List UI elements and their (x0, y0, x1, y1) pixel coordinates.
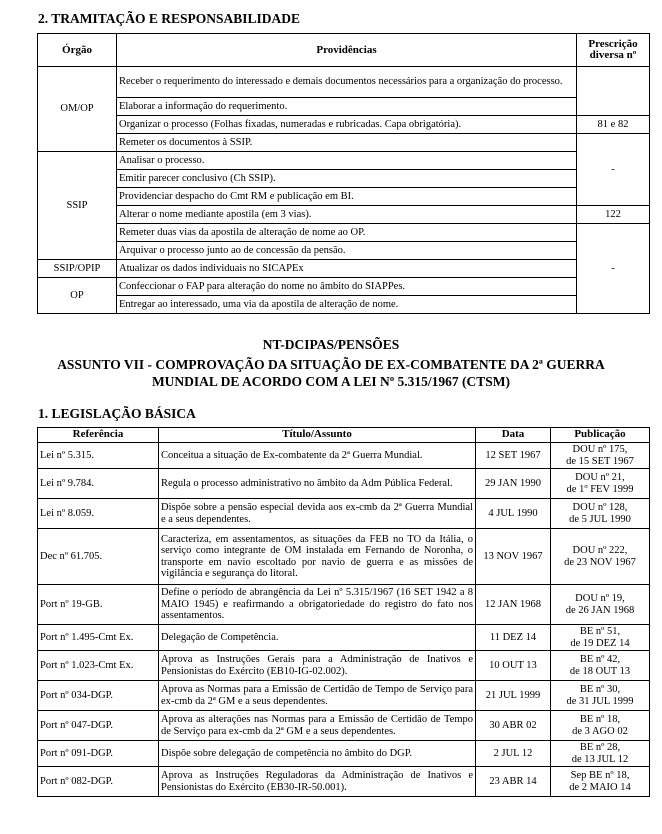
nt-title: NT-DCIPAS/PENSÕES (262, 337, 400, 352)
titulo-cell: Aprova as Instruções Gerais para a Administração de Inativos e Pensionistas do Exército (EB10-IG-02.002). (159, 651, 476, 681)
publicacao-number: DOU nº 21, (575, 472, 625, 483)
publicacao-date: de 3 AGO 02 (572, 725, 628, 737)
providencia-item: Emitir parecer conclusivo (Ch SSIP). (117, 170, 577, 188)
data-cell: 2 JUL 12 (476, 741, 551, 767)
data-cell: 4 JUL 1990 (476, 499, 551, 529)
orgao-cell: OM/OP (38, 67, 117, 152)
referencia-cell: Lei nº 8.059. (38, 499, 159, 529)
header-orgao: Órgão (38, 34, 117, 67)
publicacao-cell (551, 443, 650, 469)
table-row (38, 469, 650, 499)
section1-title: 1. LEGISLAÇÃO BÁSICA (38, 406, 196, 421)
orgao-cell: OP (38, 278, 117, 314)
prescricao-cell: - (577, 224, 650, 314)
providencia-item: Confeccionar o FAP para alteração do nome no âmbito do SIAPPes. (117, 278, 577, 296)
publicacao-cell (551, 499, 650, 529)
publicacao-number: DOU nº 128, (572, 502, 628, 513)
providencia-item: Analisar o processo. (117, 152, 577, 170)
publicacao-number: DOU nº 175, (572, 444, 628, 455)
publicacao-date: de 31 JUL 1999 (566, 695, 634, 707)
publicacao-date: de 1º FEV 1999 (566, 483, 634, 495)
prescricao-cell: 122 (577, 206, 650, 224)
providencia-item: Entregar ao interessado, uma via da apostila de alteração de nome. (117, 296, 577, 314)
header-publicacao: Publicação (551, 428, 650, 443)
publicacao-date: de 26 JAN 1968 (565, 604, 635, 616)
publicacao-number: BE nº 18, (579, 714, 621, 725)
data-cell: 30 ABR 02 (476, 711, 551, 741)
publicacao-number: DOU nº 222, (572, 545, 628, 556)
publicacao-cell (551, 469, 650, 499)
titulo-cell: Conceitua a situação de Ex-combatente da 2ª Guerra Mundial. (159, 443, 476, 469)
data-cell: 11 DEZ 14 (476, 625, 551, 651)
publicacao-date: de 23 NOV 1967 (564, 556, 636, 568)
publicacao-date: de 5 JUL 1990 (569, 513, 631, 525)
publicacao-cell (551, 741, 650, 767)
header-prescricao: Prescrição diversa nº (577, 34, 650, 67)
prescricao-cell: 81 e 82 (577, 116, 650, 134)
publicacao-number: Sep BE nº 18, (570, 770, 630, 781)
providencia-item: Organizar o processo (Folhas fixadas, numeradas e rubricadas. Capa obrigatória). (117, 116, 577, 134)
providencia-item: Remeter duas vias da apostila de alteração de nome ao OP. (117, 224, 577, 242)
table-row (38, 443, 650, 469)
data-cell: 10 OUT 13 (476, 651, 551, 681)
providencia-item: Arquivar o processo junto ao de concessão da pensão. (117, 242, 577, 260)
titulo-cell: Aprova as Instruções Reguladoras da Administração de Inativos e Pensionistas do Exército (EB30-IR-50.001). (159, 767, 476, 797)
publicacao-cell (551, 767, 650, 797)
table-row (38, 651, 650, 681)
section2-title: 2. TRAMITAÇÃO E RESPONSABILIDADE (38, 11, 301, 26)
assunto-line-2: MUNDIAL DE ACORDO COM A LEI Nº 5.315/1967 (CTSM) (151, 374, 511, 389)
titulo-cell: Aprova as alterações nas Normas para a Emissão de Certidão de Tempo de Serviço para ex-cmb da 2ª GM e a seus dependentes. (159, 711, 476, 741)
publicacao-number: BE nº 42, (579, 654, 621, 665)
titulo-cell: Define o período de abrangência da Lei nº 5.315/1967 (16 SET 1942 a 8 MAIO 1945) e reafirmando a obrigatoriedade do registro do fato nos assentamentos. (159, 585, 476, 625)
referencia-cell: Lei nº 9.784. (38, 469, 159, 499)
titulo-cell: Regula o processo administrativo no âmbito da Adm Pública Federal. (159, 469, 476, 499)
publicacao-cell (551, 625, 650, 651)
publicacao-number: BE nº 30, (579, 684, 621, 695)
titulo-cell: Aprova as Normas para a Emissão de Certidão de Tempo de Serviço para ex-cmb da 2ª GM e a seus dependentes. (159, 681, 476, 711)
publicacao-date: de 19 DEZ 14 (570, 637, 630, 649)
prescricao-cell (577, 67, 650, 116)
legislacao-table (37, 427, 650, 797)
publicacao-date: de 13 JUL 12 (571, 753, 629, 765)
header-referencia: Referência (38, 428, 159, 443)
tramitacao-table (37, 33, 650, 314)
providencia-item: Providenciar despacho do Cmt RM e publicação em BI. (117, 188, 577, 206)
orgao-cell: SSIP/OPIP (38, 260, 117, 278)
data-cell: 21 JUL 1999 (476, 681, 551, 711)
publicacao-date: de 15 SET 1967 (566, 455, 634, 467)
header-data: Data (476, 428, 551, 443)
table-row (38, 681, 650, 711)
referencia-cell: Port nº 034-DGP. (38, 681, 159, 711)
data-cell: 29 JAN 1990 (476, 469, 551, 499)
referencia-cell: Port nº 1.495-Cmt Ex. (38, 625, 159, 651)
prescricao-cell: - (577, 134, 650, 206)
referencia-cell: Port nº 091-DGP. (38, 741, 159, 767)
table-row (38, 625, 650, 651)
data-cell: 12 JAN 1968 (476, 585, 551, 625)
referencia-cell: Port nº 19-GB. (38, 585, 159, 625)
referencia-cell: Port nº 047-DGP. (38, 711, 159, 741)
publicacao-cell (551, 529, 650, 585)
providencia-item: Atualizar os dados individuais no SICAPEx (117, 260, 577, 278)
titulo-cell: Dispõe sobre a pensão especial devida aos ex-cmb da 2ª Guerra Mundial e a seus dependentes. (159, 499, 476, 529)
providencia-item: Receber o requerimento do interessado e demais documentos necessários para a organização do processo. (117, 67, 577, 98)
providencia-item: Elaborar a informação do requerimento. (117, 98, 577, 116)
data-cell: 12 SET 1967 (476, 443, 551, 469)
publicacao-cell (551, 651, 650, 681)
referencia-cell: Port nº 082-DGP. (38, 767, 159, 797)
providencia-item: Alterar o nome mediante apostila (em 3 vias). (117, 206, 577, 224)
header-titulo: Título/Assunto (159, 428, 476, 443)
publicacao-date: de 2 MAIO 14 (569, 781, 631, 793)
header-providencias: Providências (117, 34, 577, 67)
publicacao-number: BE nº 51, (579, 626, 621, 637)
providencia-item: Remeter os documentos à SSIP. (117, 134, 577, 152)
table-row (38, 499, 650, 529)
referencia-cell: Lei nº 5.315. (38, 443, 159, 469)
titulo-cell: Dispõe sobre delegação de competência no âmbito do DGP. (159, 741, 476, 767)
publicacao-date: de 18 OUT 13 (569, 665, 631, 677)
publicacao-cell (551, 711, 650, 741)
referencia-cell: Port nº 1.023-Cmt Ex. (38, 651, 159, 681)
publicacao-number: BE nº 28, (579, 742, 621, 753)
titulo-cell: Delegação de Competência. (159, 625, 476, 651)
publicacao-cell (551, 681, 650, 711)
publicacao-cell (551, 585, 650, 625)
table-row (38, 741, 650, 767)
table-row (38, 767, 650, 797)
assunto-line-1: ASSUNTO VII - COMPROVAÇÃO DA SITUAÇÃO DE EX-COMBATENTE DA 2ª GUERRA (57, 357, 605, 372)
publicacao-number: DOU nº 19, (575, 593, 625, 604)
referencia-cell: Dec nº 61.705. (38, 529, 159, 585)
table-row (38, 529, 650, 585)
table-row (38, 711, 650, 741)
data-cell: 13 NOV 1967 (476, 529, 551, 585)
data-cell: 23 ABR 14 (476, 767, 551, 797)
orgao-cell: SSIP (38, 152, 117, 260)
titulo-cell: Caracteriza, em assentamentos, as situações da FEB no TO da Itália, o serviço como integrante de OM instalada em Fernando de Noronha, o transporte em navio escoltado por navio de guerra e as missões de vigilância e segurança do litoral. (159, 529, 476, 585)
table-row (38, 585, 650, 625)
